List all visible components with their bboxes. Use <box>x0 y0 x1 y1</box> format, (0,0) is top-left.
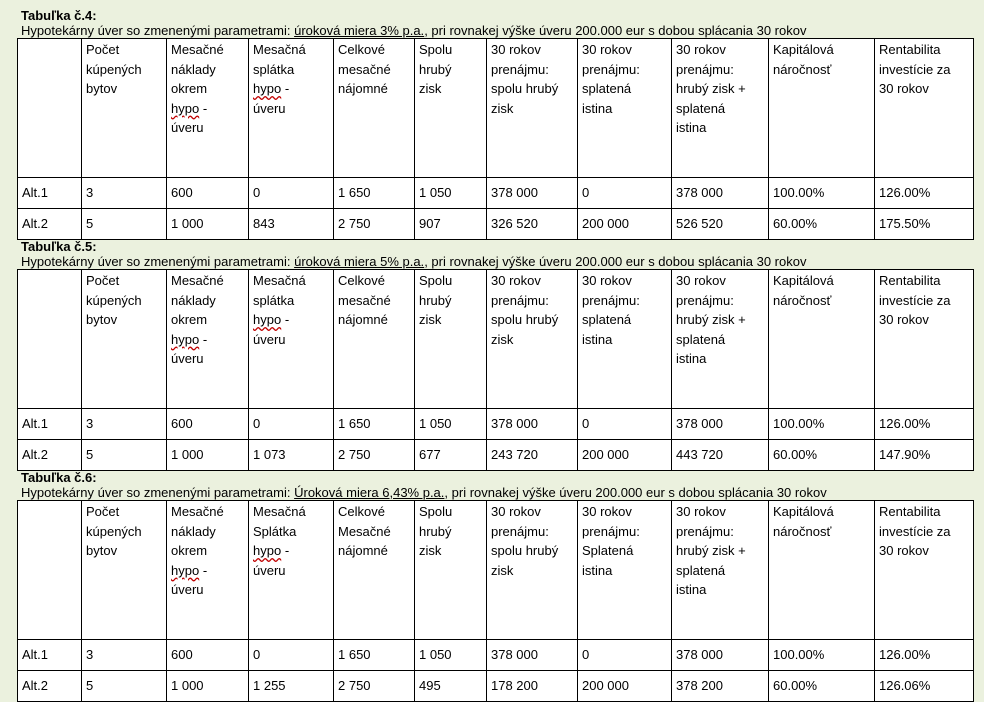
interest-rate-text: úroková miera 5% p.a. <box>294 254 425 269</box>
header-cell: Kapitálová náročnosť <box>769 501 875 640</box>
table-row <box>18 640 974 671</box>
header-cell <box>18 270 82 409</box>
table-cell: 3 <box>82 640 167 671</box>
table-cell: Alt.2 <box>18 209 82 240</box>
table-row <box>18 671 974 702</box>
table-cell: 907 <box>415 209 487 240</box>
table-cell: 0 <box>578 640 672 671</box>
table-cell: 495 <box>415 671 487 702</box>
table-title: Tabuľka č.4: <box>21 8 97 23</box>
header-cell: Celkové mesačné nájomné <box>334 270 415 409</box>
spellcheck-word: hypo <box>171 331 200 347</box>
table-cell: 3 <box>82 409 167 440</box>
header-cell: 30 rokov prenájmu: splatená istina <box>578 270 672 409</box>
header-cell: Kapitálová náročnosť <box>769 270 875 409</box>
table-cell: 526 520 <box>672 209 769 240</box>
table-cell: 147.90% <box>875 440 974 471</box>
table-cell: 378 000 <box>672 640 769 671</box>
table-section <box>17 8 973 240</box>
spellcheck-word: hypo <box>171 100 200 116</box>
table-cell: 600 <box>167 178 249 209</box>
table-cell: 5 <box>82 440 167 471</box>
table-cell: 5 <box>82 671 167 702</box>
header-cell: Rentabilita investície za 30 rokov <box>875 39 974 178</box>
interest-rate-text: úroková miera 3% p.a. <box>294 23 425 38</box>
table-cell: 0 <box>249 409 334 440</box>
header-cell: Spolu hrubý zisk <box>415 270 487 409</box>
table-cell: 1 050 <box>415 409 487 440</box>
table-cell: 60.00% <box>769 440 875 471</box>
table-cell: 0 <box>578 409 672 440</box>
mortgage-table <box>17 500 974 702</box>
table-cell: 60.00% <box>769 671 875 702</box>
header-cell: Počet kúpených bytov <box>82 39 167 178</box>
header-cell: Kapitálová náročnosť <box>769 39 875 178</box>
table-cell: Alt.1 <box>18 640 82 671</box>
header-cell: 30 rokov prenájmu: spolu hrubý zisk <box>487 39 578 178</box>
table-cell: 378 000 <box>672 178 769 209</box>
table-cell: 178 200 <box>487 671 578 702</box>
table-section <box>17 470 973 702</box>
table-cell: 1 000 <box>167 671 249 702</box>
table-cell: 1 650 <box>334 178 415 209</box>
header-cell: Celkové mesačné nájomné <box>334 39 415 178</box>
header-cell: 30 rokov prenájmu: hrubý zisk + splatená istina <box>672 270 769 409</box>
header-cell: Počet kúpených bytov <box>82 501 167 640</box>
table-cell: 378 200 <box>672 671 769 702</box>
table-title: Tabuľka č.6: <box>21 470 97 485</box>
table-cell: 3 <box>82 178 167 209</box>
table-cell: 200 000 <box>578 209 672 240</box>
table-cell: 600 <box>167 640 249 671</box>
header-cell: Spolu hrubý zisk <box>415 501 487 640</box>
table-cell: 243 720 <box>487 440 578 471</box>
table-cell: 175.50% <box>875 209 974 240</box>
header-cell: Mesačné náklady okrem hypo - úveru <box>167 270 249 409</box>
table-cell: 126.00% <box>875 178 974 209</box>
table-cell: 126.00% <box>875 409 974 440</box>
table-cell: Alt.1 <box>18 409 82 440</box>
table-cell: 126.00% <box>875 640 974 671</box>
table-cell: 326 520 <box>487 209 578 240</box>
header-cell <box>18 501 82 640</box>
interest-rate-text: Úroková miera 6,43% p.a. <box>294 485 445 500</box>
table-cell: 200 000 <box>578 671 672 702</box>
header-row <box>18 501 974 640</box>
header-cell: 30 rokov prenájmu: splatená istina <box>578 39 672 178</box>
table-cell: 1 650 <box>334 409 415 440</box>
table-cell: 677 <box>415 440 487 471</box>
header-cell: 30 rokov prenájmu: hrubý zisk + splatená istina <box>672 39 769 178</box>
table-cell: 5 <box>82 209 167 240</box>
table-row <box>18 440 974 471</box>
table-cell: 1 050 <box>415 178 487 209</box>
table-cell: Alt.2 <box>18 440 82 471</box>
spellcheck-word: hypo <box>253 543 282 558</box>
table-cell: 2 750 <box>334 209 415 240</box>
header-row <box>18 270 974 409</box>
header-cell: Mesačná splátka hypo - úveru <box>249 270 334 409</box>
header-cell: Počet kúpených bytov <box>82 270 167 409</box>
table-subtitle: Hypotekárny úver so zmenenými parametrami: úroková miera 5% p.a., pri rovnakej výške úveru 200.000 eur s dobou splácania 30 rokov <box>21 254 807 269</box>
mortgage-table <box>17 38 974 240</box>
table-cell: 1 255 <box>249 671 334 702</box>
table-section <box>17 239 973 471</box>
header-cell: 30 rokov prenájmu: hrubý zisk + splatená istina <box>672 501 769 640</box>
header-cell: 30 rokov prenájmu: spolu hrubý zisk <box>487 270 578 409</box>
table-cell: 0 <box>249 640 334 671</box>
header-cell <box>18 39 82 178</box>
spellcheck-word: hypo <box>171 562 200 578</box>
mortgage-table <box>17 269 974 471</box>
header-cell: Spolu hrubý zisk <box>415 39 487 178</box>
table-cell: 378 000 <box>487 409 578 440</box>
table-cell: 443 720 <box>672 440 769 471</box>
table-subtitle: Hypotekárny úver so zmenenými parametrami: úroková miera 3% p.a., pri rovnakej výške úveru 200.000 eur s dobou splácania 30 rokov <box>21 23 807 38</box>
table-cell: 378 000 <box>672 409 769 440</box>
spellcheck-word: hypo <box>253 81 282 96</box>
header-cell: Mesačné náklady okrem hypo - úveru <box>167 501 249 640</box>
table-cell: Alt.2 <box>18 671 82 702</box>
header-cell: Mesačné náklady okrem hypo - úveru <box>167 39 249 178</box>
table-subtitle: Hypotekárny úver so zmenenými parametrami: Úroková miera 6,43% p.a., pri rovnakej výške úveru 200.000 eur s dobou splácania 30 rokov <box>21 485 827 500</box>
table-cell: 200 000 <box>578 440 672 471</box>
table-cell: 100.00% <box>769 178 875 209</box>
table-cell: 1 073 <box>249 440 334 471</box>
header-cell: Celkové Mesačné nájomné <box>334 501 415 640</box>
table-row <box>18 409 974 440</box>
header-cell: Mesačná Splátka hypo - úveru <box>249 501 334 640</box>
table-cell: 0 <box>249 178 334 209</box>
header-cell: Mesačná splátka hypo - úveru <box>249 39 334 178</box>
table-cell: 843 <box>249 209 334 240</box>
table-cell: 1 650 <box>334 640 415 671</box>
table-cell: 1 050 <box>415 640 487 671</box>
table-row <box>18 178 974 209</box>
header-cell: 30 rokov prenájmu: spolu hrubý zisk <box>487 501 578 640</box>
table-cell: 0 <box>578 178 672 209</box>
table-cell: 600 <box>167 409 249 440</box>
table-cell: 1 000 <box>167 209 249 240</box>
table-title: Tabuľka č.5: <box>21 239 97 254</box>
table-cell: 100.00% <box>769 409 875 440</box>
table-cell: 126.06% <box>875 671 974 702</box>
header-row <box>18 39 974 178</box>
header-cell: 30 rokov prenájmu: Splatená istina <box>578 501 672 640</box>
header-cell: Rentabilita investície za 30 rokov <box>875 501 974 640</box>
table-cell: 60.00% <box>769 209 875 240</box>
table-cell: 2 750 <box>334 440 415 471</box>
spellcheck-word: hypo <box>253 312 282 327</box>
header-cell: Rentabilita investície za 30 rokov <box>875 270 974 409</box>
table-cell: 100.00% <box>769 640 875 671</box>
table-cell: 2 750 <box>334 671 415 702</box>
table-cell: 1 000 <box>167 440 249 471</box>
table-cell: 378 000 <box>487 178 578 209</box>
table-cell: Alt.1 <box>18 178 82 209</box>
table-row <box>18 209 974 240</box>
table-cell: 378 000 <box>487 640 578 671</box>
